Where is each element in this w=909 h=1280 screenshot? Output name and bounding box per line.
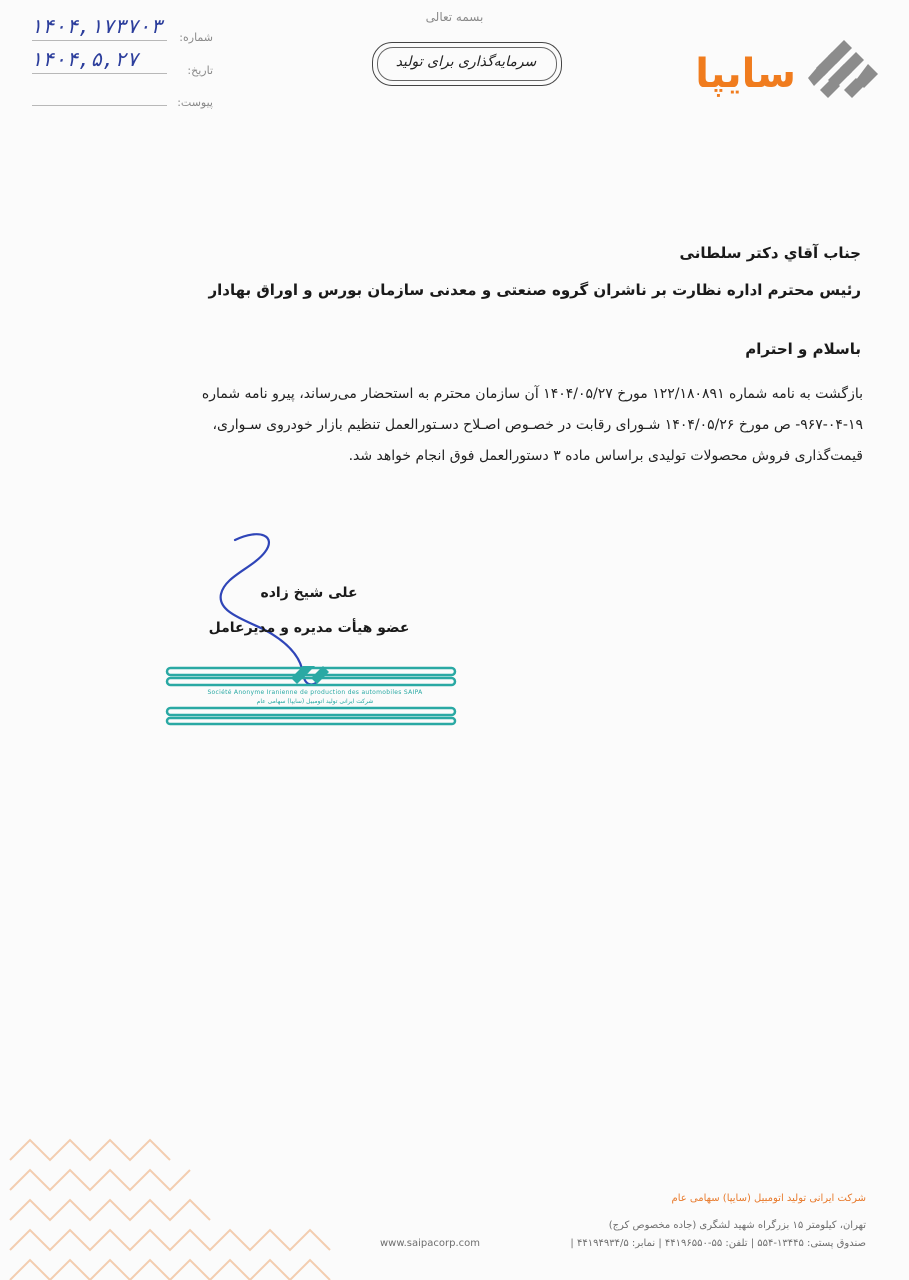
footer-contacts: صندوق پستی: ۱۳۴۴۵-۵۵۴ | تلفن: ۵۵-۴۴۱۹۶۵۵۰ | نمابر: ۴۴۱۹۴۹۳۴/۵ | (570, 1238, 866, 1249)
saipa-logo-icon (806, 38, 882, 104)
signer-name: علی شیخ زاده (260, 585, 358, 601)
logo-wordmark: سایپا (695, 51, 796, 97)
attachment-label: پیوست: (177, 96, 213, 109)
number-label: شماره: (179, 31, 213, 44)
body-line-1: بازگشت به نامه شماره ۱۲۲/۱۸۰۸۹۱ مورخ ۱۴۰۴/۰۵/۲۷ آن سازمان محترم به استحضار می‌رساند، پیرو نامه شماره (201, 386, 863, 402)
number-line (32, 40, 167, 41)
footer-address: تهران، کیلومتر ۱۵ بزرگراه شهید لشگری (جاده مخصوص کرج) (608, 1220, 866, 1231)
decorative-pattern (0, 1120, 340, 1280)
footer-website-link[interactable]: www.saipacorp.com (380, 1238, 480, 1249)
date-label: تاریخ: (187, 64, 213, 77)
stamp-text-fr: Société Anonyme Iranienne de production des automobiles SAIPA (207, 689, 423, 696)
body-line-2: ۹۶۷-۰۴-۱۹- ص مورخ ۱۴۰۴/۰۵/۲۶ شـورای رقابت در خصـوص اصـلاح دسـتورالعمل تنظیم بازار خودروی سـواری، (212, 417, 863, 433)
body-paragraph (48, 379, 863, 472)
footer-company-name: شرکت ایرانی تولید اتومبیل (سایپا) سهامی عام (671, 1193, 866, 1204)
attachment-line (32, 105, 167, 106)
date-value: ۱۴۰۴,۵,۲۷ (30, 47, 139, 71)
motto-text: سرمایه‌گذاری برای تولید (395, 54, 537, 70)
number-value: ۱۴۰۴,۱۷۳۷۰۳ (30, 14, 163, 38)
greeting: باسلام و احترام (745, 340, 861, 358)
basmala: بسمه تعالی (425, 10, 484, 24)
signer-position: عضو هیأت مدیره و مدیرعامل (208, 620, 410, 636)
company-stamp (165, 666, 457, 726)
recipient-name: جناب آقاي دکتر سلطانی (679, 244, 861, 262)
body-line-3: قیمت‌گذاری فروش محصولات تولیدی براساس ماده ۳ دستورالعمل فوق انجام خواهد شد. (348, 448, 863, 464)
date-line (32, 73, 167, 74)
stamp-text-fa: شرکت ایرانی تولید اتومبیل (سایپا) سهامی عام (256, 698, 374, 705)
recipient-title: رئیس محترم اداره نظارت بر ناشران گروه صنعتی و معدنی سازمان بورس و اوراق بهادار (208, 281, 861, 299)
